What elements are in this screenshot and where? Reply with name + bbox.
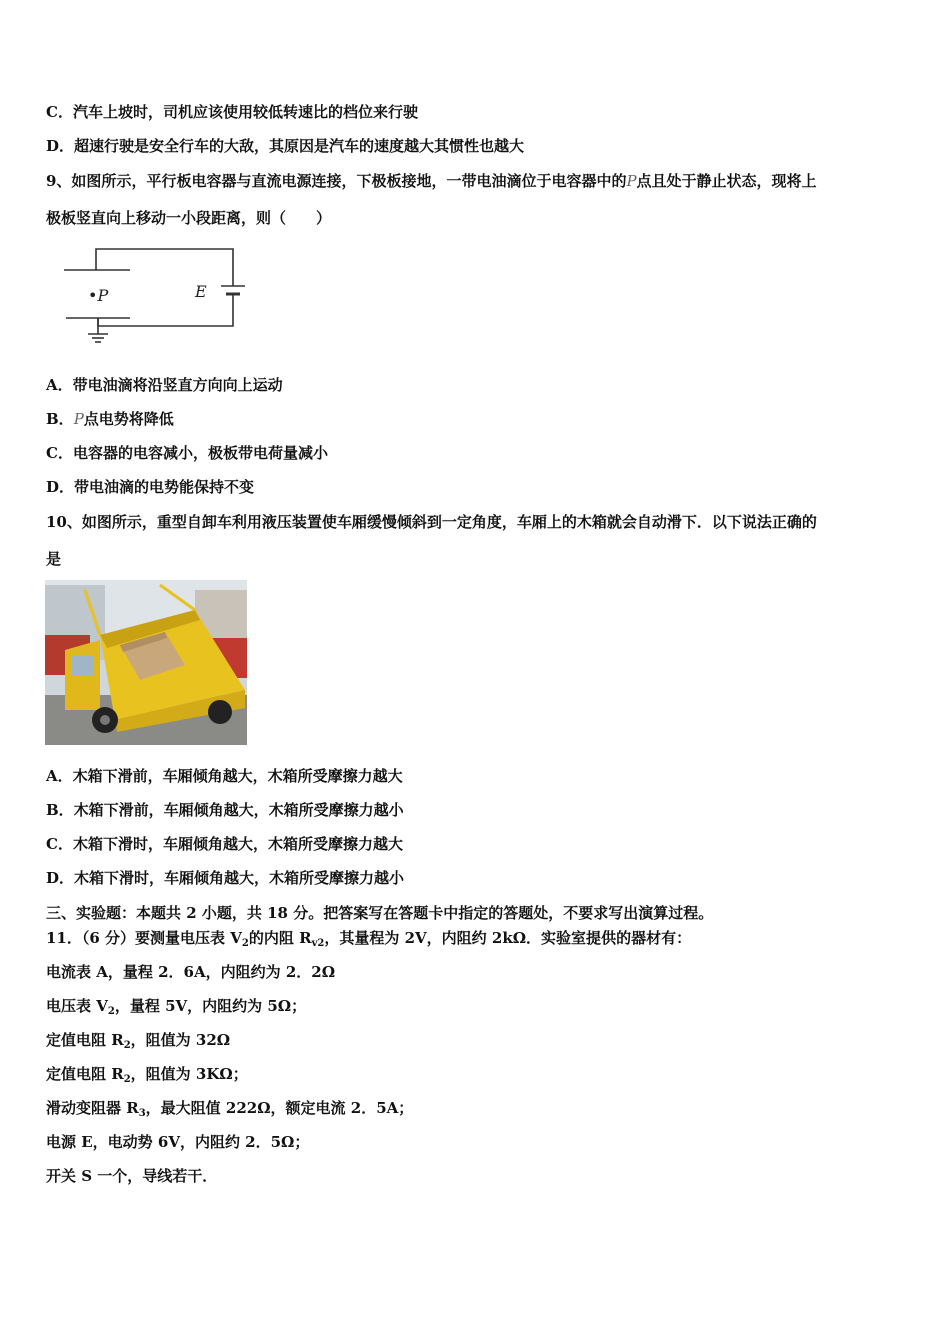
q11-stem-a: 11．（6 分）要测量电压表 V — [46, 929, 242, 947]
q9-stem-line1 — [46, 171, 817, 191]
q11-item3-sub: 2 — [123, 1040, 131, 1051]
q9-stem-part-a: 9、如图所示，平行板电容器与直流电源连接，下极板接地，一带电油滴位于电容器中的 — [46, 172, 627, 190]
q8-option-c: C．汽车上坡时，司机应该使用较低转速比的档位来行驶 — [46, 103, 418, 121]
q9-option-b-prefix: B． — [46, 410, 74, 428]
q11-item5-a: 滑动变阻器 R — [46, 1099, 139, 1117]
q9-stem-line2: 极板竖直向上移动一小段距离，则（ ） — [46, 209, 332, 227]
q11-item4-sub: 2 — [123, 1074, 131, 1085]
q11-item5-sub: 3 — [138, 1108, 146, 1119]
q10-option-c: C．木箱下滑时，车厢倾角越大，木箱所受摩擦力越大 — [46, 835, 403, 853]
source-e-label: E — [195, 282, 207, 301]
q9-option-b-text: 点电势将降低 — [83, 410, 174, 428]
q11-item3-b: ，阻值为 32Ω — [130, 1031, 231, 1049]
q11-stem-b: 的内阻 R — [248, 929, 312, 947]
q9-option-a: A．带电油滴将沿竖直方向向上运动 — [46, 376, 283, 394]
q10-option-b: B．木箱下滑前，车厢倾角越大，木箱所受摩擦力越小 — [46, 801, 404, 819]
dump-truck-photo — [45, 580, 247, 745]
q9-point-p: P — [626, 172, 637, 190]
q11-item-voltmeter — [46, 996, 306, 1016]
section-3-heading: 三、实验题：本题共 2 小题，共 18 分。把答案写在答题卡中指定的答题处，不要求写出演算过程。 — [46, 904, 714, 922]
q11-item4-a: 定值电阻 R — [46, 1065, 124, 1083]
q9-option-b-p: P — [73, 410, 84, 428]
q11-item2-sub: 2 — [107, 1006, 115, 1017]
q11-item-switch: 开关 S 一个，导线若干． — [46, 1167, 218, 1185]
q11-item-power-source: 电源 E，电动势 6V，内阻约 2．5Ω； — [46, 1133, 310, 1151]
q11-stem-c: ，其量程为 2V，内阻约 2kΩ．实验室提供的器材有： — [324, 929, 692, 947]
q11-item3-a: 定值电阻 R — [46, 1031, 124, 1049]
q11-item4-b: ，阻值为 3KΩ； — [130, 1065, 248, 1083]
q9-stem-part-b: 点且处于静止状态，现将上 — [636, 172, 817, 190]
q9-option-b — [46, 409, 174, 429]
q11-item-ammeter: 电流表 A，量程 2．6A，内阻约为 2．2Ω — [46, 963, 336, 981]
q11-item5-b: ，最大阻值 222Ω，额定电流 2．5A； — [145, 1099, 414, 1117]
q8-option-d: D．超速行驶是安全行车的大敌，其原因是汽车的速度越大其惯性也越大 — [46, 137, 525, 155]
q11-stem-sub2: v2 — [311, 938, 325, 949]
q10-option-d: D．木箱下滑时，车厢倾角越大，木箱所受摩擦力越小 — [46, 869, 405, 887]
capacitor-circuit-diagram — [58, 244, 253, 348]
q9-option-c: C．电容器的电容减小，极板带电荷量减小 — [46, 444, 328, 462]
q9-option-d: D．带电油滴的电势能保持不变 — [46, 478, 255, 496]
q11-item-rheostat — [46, 1098, 413, 1118]
q11-stem-sub1: 2 — [241, 938, 249, 949]
upper-wire — [96, 249, 233, 286]
q11-stem — [46, 928, 691, 948]
q10-option-a: A．木箱下滑前，车厢倾角越大，木箱所受摩擦力越大 — [46, 767, 403, 785]
q10-stem-line2: 是 — [46, 550, 62, 568]
q11-item-resistor-3k — [46, 1064, 248, 1084]
q11-item-resistor-32 — [46, 1030, 230, 1050]
q11-item2-b: ，量程 5V，内阻约为 5Ω； — [114, 997, 307, 1015]
lower-wire — [98, 294, 233, 326]
point-p-label: •P — [88, 286, 109, 305]
q10-stem-line1: 10、如图所示，重型自卸车利用液压装置使车厢缓慢倾斜到一定角度，车厢上的木箱就会自动滑下．以下说法正确的 — [46, 513, 817, 531]
q11-item2-a: 电压表 V — [46, 997, 108, 1015]
